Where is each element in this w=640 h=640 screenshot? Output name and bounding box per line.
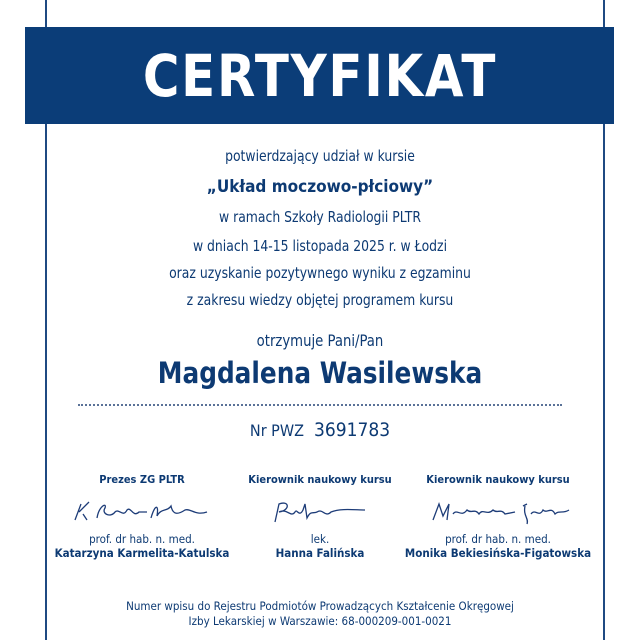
signature-title: prof. dr hab. n. med. <box>89 532 195 546</box>
intro-text: potwierdzający udział w kursie <box>225 147 415 165</box>
signature-role: Kierownik naukowy kursu <box>426 473 570 486</box>
signature-block-scientific-2 <box>398 473 598 560</box>
registry-text: Numer wpisu do Rejestru Podmiotów Prowadzących Kształcenie Okręgowej <box>126 599 514 613</box>
school-text: w ramach Szkoły Radiologii PLTR <box>219 208 421 226</box>
dotted-divider <box>78 404 562 406</box>
signature-block-president <box>42 473 242 560</box>
pwz-row <box>0 419 640 441</box>
signature-title: prof. dr hab. n. med. <box>445 532 551 546</box>
receives-text: otrzymuje Pani/Pan <box>256 331 384 350</box>
signature-role: Kierownik naukowy kursu <box>248 473 392 486</box>
exam-text: oraz uzyskanie pozytywnego wyniku z egzaminu <box>169 264 471 282</box>
signature-block-scientific-1 <box>220 473 420 560</box>
certificate-title: CERTYFIKAT <box>142 41 497 110</box>
handwritten-signature-icon <box>423 496 573 526</box>
title-banner <box>25 27 614 124</box>
signature-name: Katarzyna Karmelita-Katulska <box>54 546 230 560</box>
signature-role: Prezes ZG PLTR <box>99 473 185 486</box>
pwz-number: 3691783 <box>313 419 391 441</box>
handwritten-signature-icon <box>67 496 217 526</box>
date-text: w dniach 14-15 listopada 2025 r. w Łodzi <box>192 237 448 255</box>
registry-number: Izby Lekarskiej w Warszawie: 68-000209-001-0021 <box>188 614 452 628</box>
signature-name: Hanna Falińska <box>275 546 365 560</box>
signature-title: lek. <box>310 532 330 546</box>
pwz-label: Nr PWZ <box>249 421 304 440</box>
recipient-name: Magdalena Wasilewska <box>157 356 483 390</box>
signature-name: Monika Bekiesińska-Figatowska <box>404 546 592 560</box>
handwritten-signature-icon <box>265 496 375 526</box>
scope-text: z zakresu wiedzy objętej programem kursu <box>186 291 454 309</box>
course-name: „Układ moczowo-płciowy” <box>206 177 434 197</box>
